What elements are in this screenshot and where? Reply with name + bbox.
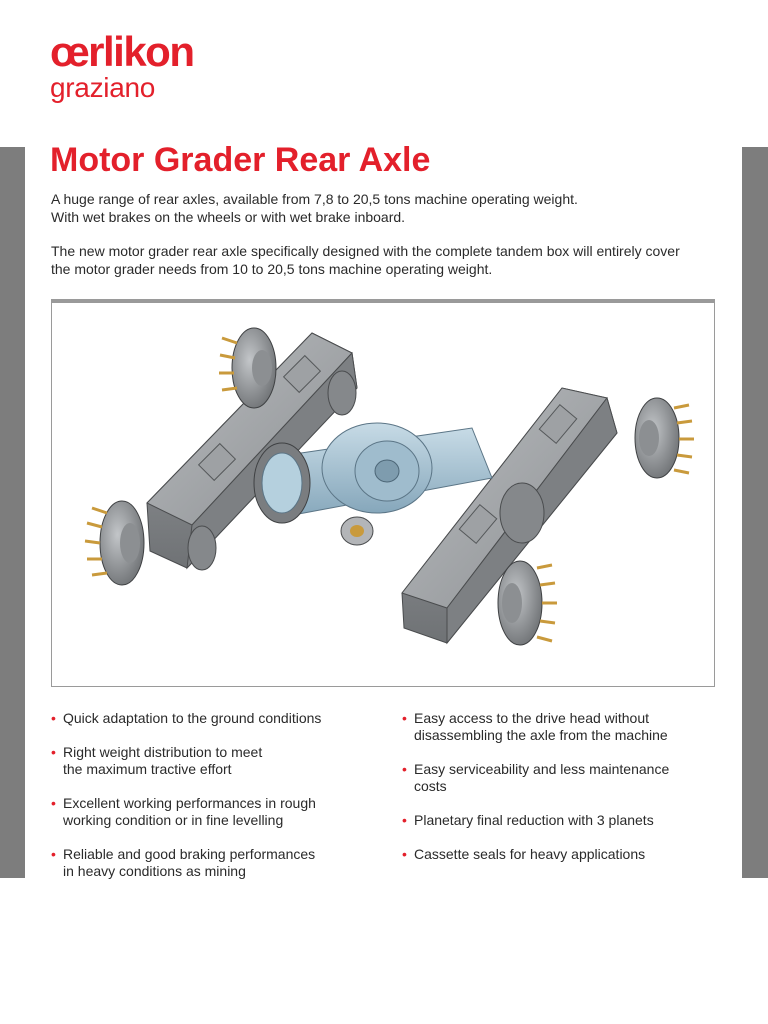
- feature-text: Easy serviceability and less maintenance costs: [414, 761, 670, 794]
- intro-paragraph-2: [51, 243, 731, 278]
- feature-list-right: [402, 710, 722, 880]
- brand-name: œrlikon: [50, 28, 194, 75]
- feature-text: Right weight distribution to meet the maximum tractive effort: [63, 744, 263, 777]
- list-item: [51, 846, 371, 880]
- feature-text: Reliable and good braking performances in heavy conditions as mining: [63, 846, 316, 879]
- intro-line: With wet brakes on the wheels or with wet brake inboard.: [51, 208, 406, 225]
- bullet-icon: •: [402, 761, 407, 777]
- intro-line: A huge range of rear axles, available from 7,8 to 20,5 tons machine operating weight.: [51, 191, 578, 207]
- intro-text: [51, 191, 731, 295]
- intro-line: The new motor grader rear axle specifically designed with the complete tandem box will entirely cover: [51, 243, 680, 259]
- intro-line: the motor grader needs from 10 to 20,5 tons machine operating weight.: [51, 260, 493, 277]
- list-item: [402, 761, 722, 795]
- feature-text: Easy access to the drive head without disassembling the axle from the machine: [414, 710, 668, 743]
- bullet-icon: •: [51, 744, 56, 760]
- bullet-icon: •: [51, 795, 56, 811]
- left-margin-bar: [0, 147, 25, 878]
- hub-front-left: [85, 501, 144, 585]
- hub-rear-left: [219, 328, 276, 408]
- list-item: [402, 846, 722, 863]
- bullet-icon: •: [402, 812, 407, 828]
- right-margin-bar: [742, 147, 768, 878]
- list-item: [402, 812, 722, 829]
- rear-axle-illustration: [52, 303, 714, 686]
- feature-list-left: [51, 710, 371, 897]
- brand-division: graziano: [50, 72, 156, 103]
- brand-logo: [50, 30, 194, 102]
- bullet-icon: •: [51, 846, 56, 862]
- feature-text: Planetary final reduction with 3 planets: [414, 812, 654, 828]
- list-item: [51, 710, 371, 727]
- feature-text: Quick adaptation to the ground conditions: [63, 710, 322, 726]
- list-item: [402, 710, 722, 744]
- hub-rear-right: [635, 398, 694, 478]
- list-item: [51, 795, 371, 829]
- intro-paragraph-1: [51, 191, 731, 226]
- bullet-icon: •: [402, 710, 407, 726]
- feature-text: Excellent working performances in rough working condition or in fine levelling: [63, 795, 316, 828]
- bullet-icon: •: [51, 710, 56, 726]
- bullet-icon: •: [402, 846, 407, 862]
- hub-front-right: [498, 561, 557, 645]
- axle-figure: [51, 299, 715, 687]
- list-item: [51, 744, 371, 778]
- page-title: Motor Grader Rear Axle: [50, 141, 431, 179]
- feature-text: Cassette seals for heavy applications: [414, 846, 646, 862]
